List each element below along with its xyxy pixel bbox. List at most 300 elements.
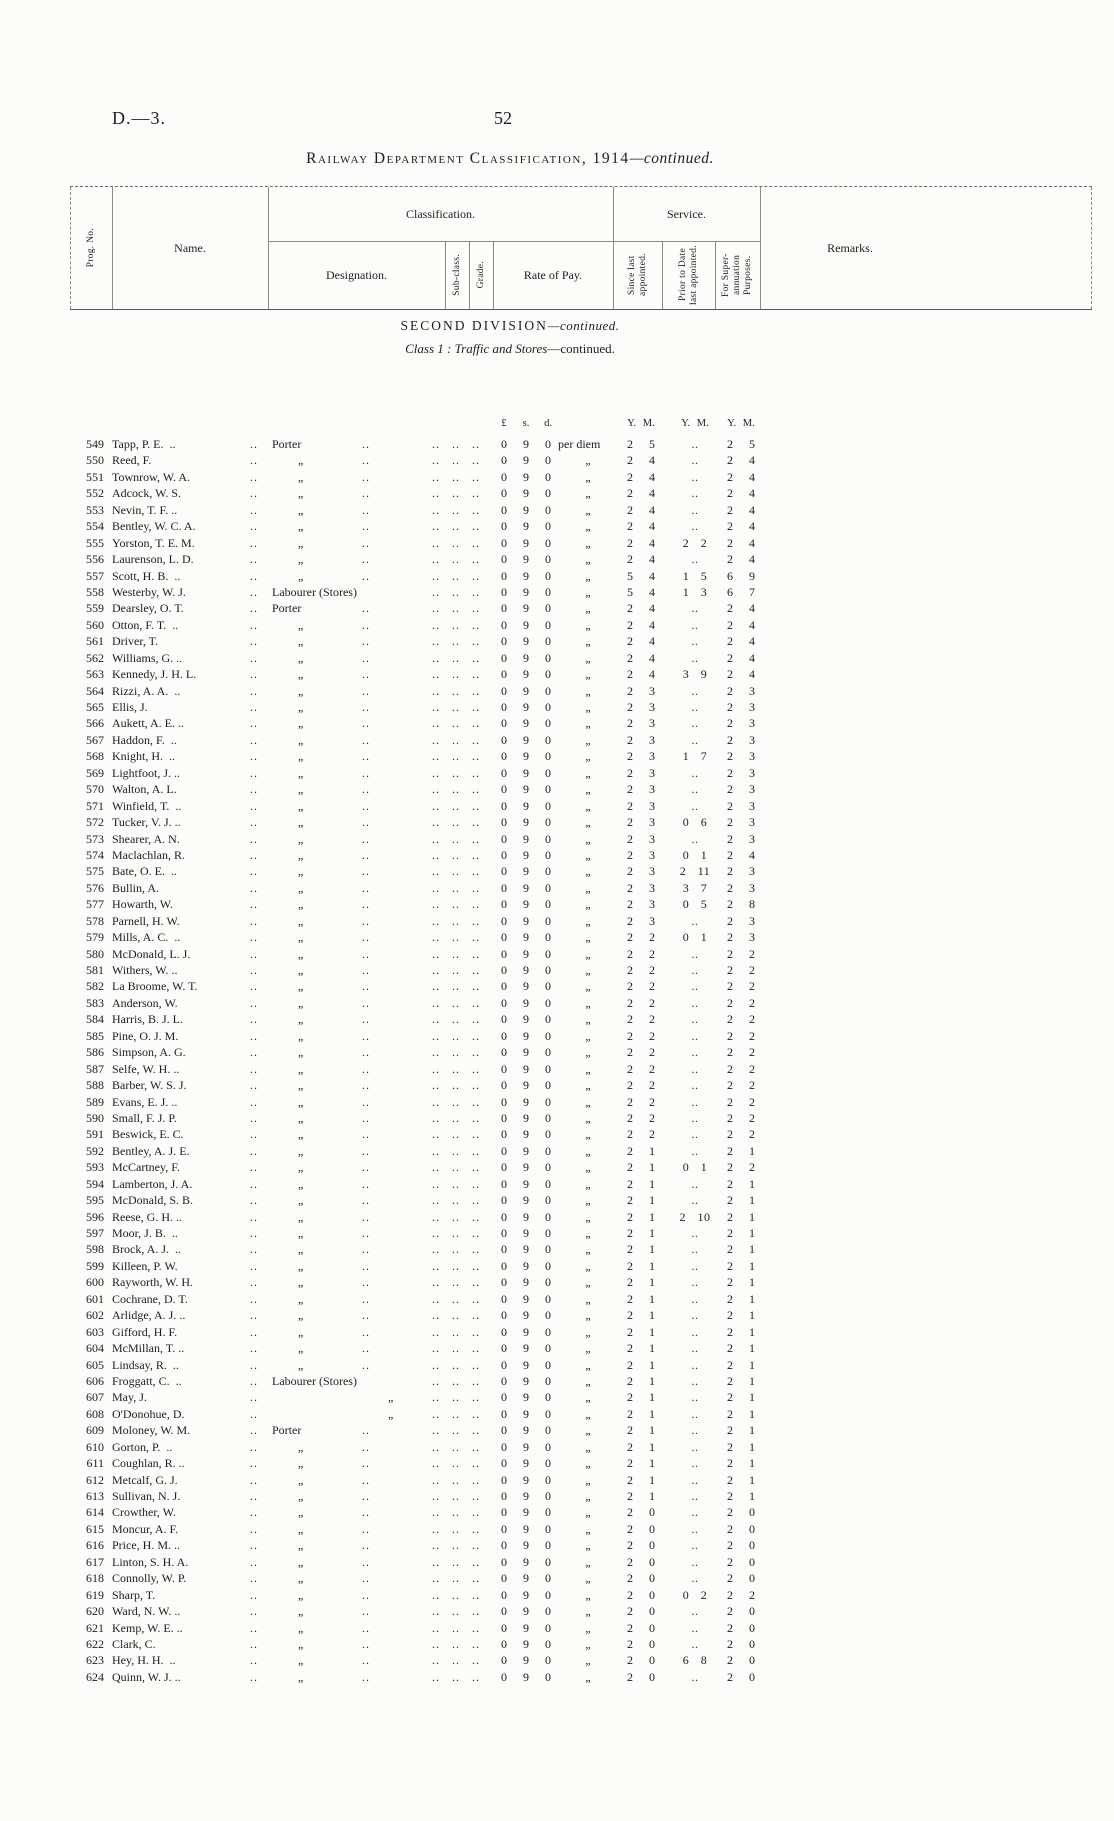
pay-pence: 0 (545, 716, 551, 731)
service-since-years: 2 (627, 1045, 633, 1060)
pay-pounds: 0 (501, 1242, 507, 1257)
service-since-years: 2 (627, 700, 633, 714)
leader-dots: .. (250, 634, 258, 649)
pay-shillings: 9 (523, 1028, 529, 1043)
reg-no: 553 (86, 502, 104, 517)
service-since-years: 2 (627, 1439, 633, 1454)
pay-pence: 0 (545, 634, 551, 649)
pay-shillings: 9 (523, 897, 529, 912)
service-prior: .. (691, 1521, 699, 1536)
designation: „ (298, 1258, 304, 1273)
leader-dots: .. (250, 1653, 258, 1668)
leader-dots: .. .. .. (432, 1160, 480, 1175)
pay-pence: 0 (545, 1604, 551, 1619)
leader-dots: .. (362, 1242, 370, 1257)
service-since-months: 0 (649, 1669, 655, 1684)
leader-dots: .. (250, 880, 258, 895)
pay-pence: 0 (545, 1489, 551, 1503)
service-super-years: 2 (727, 1538, 733, 1553)
leader-dots: .. (250, 1373, 258, 1388)
designation: „ (298, 1324, 304, 1339)
pay-unit: „ (585, 1521, 591, 1536)
table-row (0, 1636, 1114, 1652)
service-super-years: 2 (727, 1176, 733, 1191)
service-prior: .. (691, 1291, 699, 1306)
pay-shillings: 9 (523, 1489, 529, 1503)
leader-dots: .. (250, 963, 258, 977)
service-since-years: 2 (627, 1620, 633, 1635)
table-row (0, 1209, 1114, 1225)
pay-pounds: 0 (501, 1554, 507, 1569)
service-prior: 2 2 (682, 535, 708, 550)
pay-pounds: 0 (501, 617, 507, 632)
service-since-months: 4 (649, 552, 655, 567)
reg-no: 612 (86, 1472, 104, 1487)
service-super-months: 0 (749, 1604, 755, 1619)
designation: „ (298, 831, 304, 846)
leader-dots: .. .. .. (432, 1423, 480, 1438)
employee-name: Coughlan, R. .. (112, 1456, 185, 1471)
table-row (0, 995, 1114, 1011)
pay-pence: 0 (545, 1061, 551, 1076)
reg-no: 577 (86, 897, 104, 912)
service-super-years: 2 (727, 1341, 733, 1356)
reg-no: 567 (86, 732, 104, 747)
service-since-months: 3 (649, 749, 655, 764)
table-row (0, 798, 1114, 814)
service-since-months: 0 (649, 1521, 655, 1536)
pay-pounds: 0 (501, 946, 507, 961)
designation: „ (298, 634, 304, 649)
table-row (0, 1652, 1114, 1668)
service-super-months: 0 (749, 1554, 755, 1569)
service-since-months: 4 (649, 519, 655, 534)
reg-no: 599 (86, 1258, 104, 1273)
service-prior: .. (691, 1127, 699, 1142)
leader-dots: .. (362, 831, 370, 846)
employee-name: Kennedy, J. H. L. (112, 667, 197, 682)
service-since-years: 2 (627, 617, 633, 632)
service-since-years: 2 (627, 1636, 633, 1651)
service-since-years: 2 (627, 552, 633, 567)
reg-no: 617 (86, 1554, 104, 1569)
leader-dots: .. (250, 1604, 258, 1619)
reg-no: 584 (86, 1012, 104, 1027)
reg-no: 624 (86, 1669, 104, 1684)
leader-dots: .. (250, 995, 258, 1010)
pay-shillings: 9 (523, 683, 529, 698)
leader-dots: .. (362, 880, 370, 895)
pay-unit: „ (585, 946, 591, 961)
service-prior: 0 5 (682, 897, 708, 912)
service-super-years: 2 (727, 1258, 733, 1273)
service-prior: 2 10 (679, 1209, 711, 1224)
pay-unit: „ (585, 930, 591, 945)
employee-name: Ward, N. W. .. (112, 1604, 181, 1619)
designation: „ (298, 700, 304, 714)
pay-shillings: 9 (523, 880, 529, 895)
employee-name: Killeen, P. W. (112, 1258, 178, 1273)
pay-shillings: 9 (523, 1242, 529, 1257)
leader-dots: .. (362, 1341, 370, 1356)
service-super-years: 2 (727, 716, 733, 731)
leader-dots: .. (362, 1554, 370, 1569)
designation: „ (298, 864, 304, 879)
leader-dots: .. (250, 1489, 258, 1503)
table-row (0, 946, 1114, 962)
service-super-years: 2 (727, 617, 733, 632)
service-prior: 1 5 (682, 568, 708, 583)
service-super-years: 2 (727, 963, 733, 977)
pay-unit: „ (585, 469, 591, 484)
designation: „ (298, 1291, 304, 1306)
service-since-years: 2 (627, 864, 633, 879)
service-since-years: 2 (627, 979, 633, 994)
reg-no: 566 (86, 716, 104, 731)
pay-pence: 0 (545, 1143, 551, 1158)
employee-name: Gifford, H. F. (112, 1324, 178, 1339)
service-since-months: 2 (649, 930, 655, 945)
designation: „ (298, 1521, 304, 1536)
pay-shillings: 9 (523, 1521, 529, 1536)
leader-dots: .. (250, 1061, 258, 1076)
service-since-years: 2 (627, 1587, 633, 1602)
leader-dots: .. (250, 1193, 258, 1208)
service-since-months: 3 (649, 798, 655, 813)
pay-pounds: 0 (501, 1061, 507, 1076)
service-since-years: 2 (627, 963, 633, 977)
leader-dots: .. (250, 1406, 258, 1421)
leader-dots: .. (250, 469, 258, 484)
pay-pence: 0 (545, 1193, 551, 1208)
employee-name: Laurenson, L. D. (112, 552, 194, 567)
service-prior: .. (691, 1373, 699, 1388)
pay-shillings: 9 (523, 1406, 529, 1421)
service-super-months: 4 (749, 552, 755, 567)
leader-dots: .. .. .. (432, 765, 480, 780)
leader-dots: .. (362, 1505, 370, 1520)
leader-dots: .. .. .. (432, 864, 480, 879)
service-since-years: 2 (627, 831, 633, 846)
pay-unit: „ (585, 667, 591, 682)
pay-pounds: 0 (501, 897, 507, 912)
service-super-months: 2 (749, 1078, 755, 1093)
pay-pence: 0 (545, 798, 551, 813)
service-super-years: 2 (727, 601, 733, 616)
service-super-months: 3 (749, 765, 755, 780)
service-super-months: 4 (749, 502, 755, 517)
service-super-years: 2 (727, 880, 733, 895)
service-super-months: 8 (749, 897, 755, 912)
table-row (0, 1291, 1114, 1307)
service-since-years: 2 (627, 1176, 633, 1191)
pay-unit: „ (585, 1373, 591, 1388)
reg-no: 606 (86, 1373, 104, 1388)
employee-name: Barber, W. S. J. (112, 1078, 187, 1093)
leader-dots: .. (250, 1045, 258, 1060)
employee-name: Connolly, W. P. (112, 1571, 187, 1586)
leader-dots: .. (362, 552, 370, 567)
pay-pounds: 0 (501, 1094, 507, 1109)
pay-unit: „ (585, 1242, 591, 1257)
pay-shillings: 9 (523, 1127, 529, 1142)
service-since-months: 2 (649, 1110, 655, 1125)
reg-no: 592 (86, 1143, 104, 1158)
table-row (0, 847, 1114, 863)
pay-pounds: 0 (501, 1653, 507, 1668)
table-row (0, 584, 1114, 600)
service-since-years: 2 (627, 1028, 633, 1043)
pay-pounds: 0 (501, 1110, 507, 1125)
leader-dots: .. (250, 1669, 258, 1684)
table-row (0, 1241, 1114, 1257)
service-prior: .. (691, 716, 699, 731)
employee-name: Tapp, P. E. .. (112, 437, 176, 451)
table-row (0, 1406, 1114, 1422)
reg-no: 555 (86, 535, 104, 550)
service-since-years: 2 (627, 1078, 633, 1093)
reg-no: 609 (86, 1423, 104, 1438)
leader-dots: .. (250, 847, 258, 862)
table-row (0, 600, 1114, 616)
service-since-months: 1 (649, 1160, 655, 1175)
service-super-years: 2 (727, 1127, 733, 1142)
leader-dots: .. (250, 1291, 258, 1306)
designation: „ (298, 782, 304, 797)
reg-no: 570 (86, 782, 104, 797)
service-super-years: 2 (727, 1094, 733, 1109)
leader-dots: .. (250, 765, 258, 780)
leader-dots: .. .. .. (432, 1554, 480, 1569)
employee-name: Beswick, E. C. (112, 1127, 184, 1142)
designation: „ (298, 1045, 304, 1060)
employee-name: Moor, J. B. .. (112, 1226, 178, 1240)
document-reference: D.—3. (112, 108, 166, 128)
service-super-months: 4 (749, 634, 755, 649)
table-row (0, 617, 1114, 633)
service-prior: 0 1 (682, 847, 708, 862)
pay-pence: 0 (545, 946, 551, 961)
pay-pence: 0 (545, 601, 551, 616)
table-row (0, 1455, 1114, 1471)
pay-pence: 0 (545, 732, 551, 747)
pay-unit: „ (585, 700, 591, 714)
pay-shillings: 9 (523, 1110, 529, 1125)
pay-shillings: 9 (523, 946, 529, 961)
pay-shillings: 9 (523, 1143, 529, 1158)
service-since-years: 2 (627, 437, 633, 451)
pay-unit: „ (585, 716, 591, 731)
service-since-months: 3 (649, 864, 655, 879)
service-since-years: 2 (627, 716, 633, 731)
reg-no: 585 (86, 1028, 104, 1043)
pay-shillings: 9 (523, 864, 529, 879)
pay-pounds: 0 (501, 831, 507, 846)
pay-pence: 0 (545, 1045, 551, 1060)
pay-unit: „ (585, 847, 591, 862)
pay-shillings: 9 (523, 1390, 529, 1405)
pay-shillings: 9 (523, 765, 529, 780)
reg-no: 579 (86, 930, 104, 945)
reg-no: 563 (86, 667, 104, 682)
pay-pence: 0 (545, 1291, 551, 1306)
reg-no: 623 (86, 1653, 104, 1668)
designation: „ (298, 847, 304, 862)
table-row (0, 1028, 1114, 1044)
service-super-months: 1 (749, 1193, 755, 1208)
table-row (0, 633, 1114, 649)
pay-pounds: 0 (501, 1439, 507, 1454)
leader-dots: .. (250, 1275, 258, 1290)
designation: „ (298, 1505, 304, 1520)
service-since-months: 3 (649, 732, 655, 747)
service-prior: .. (691, 963, 699, 977)
service-prior: .. (691, 552, 699, 567)
service-since-years: 2 (627, 1505, 633, 1520)
service-super-months: 1 (749, 1291, 755, 1306)
employee-name: O'Donohue, D. (112, 1406, 185, 1421)
leader-dots: .. (250, 650, 258, 665)
pay-shillings: 9 (523, 1373, 529, 1388)
service-super-months: 3 (749, 831, 755, 846)
leader-dots: .. .. .. (432, 568, 480, 583)
pay-shillings: 9 (523, 1341, 529, 1356)
employee-name: Dearsley, O. T. (112, 601, 184, 616)
reg-no: 569 (86, 765, 104, 780)
pay-unit: „ (585, 1061, 591, 1076)
leader-dots: .. .. .. (432, 995, 480, 1010)
leader-dots: .. .. .. (432, 798, 480, 813)
designation: Porter (272, 1423, 302, 1438)
leader-dots: .. (362, 1258, 370, 1273)
service-since-years: 2 (627, 634, 633, 649)
service-since-years: 2 (627, 601, 633, 616)
employee-name: Winfield, T. .. (112, 798, 182, 813)
pay-shillings: 9 (523, 437, 529, 451)
reg-no: 588 (86, 1078, 104, 1093)
service-since-months: 4 (649, 617, 655, 632)
service-prior: .. (691, 913, 699, 928)
leader-dots: .. .. .. (432, 584, 480, 599)
pay-pounds: 0 (501, 650, 507, 665)
pay-pounds: 0 (501, 1505, 507, 1520)
pay-unit: „ (585, 749, 591, 764)
employee-name: Bentley, W. C. A. (112, 519, 196, 534)
reg-no: 622 (86, 1636, 104, 1651)
leader-dots: .. (362, 765, 370, 780)
leader-dots: .. .. .. (432, 1110, 480, 1125)
leader-dots: .. (250, 453, 258, 468)
table-row (0, 1587, 1114, 1603)
designation: „ (298, 1604, 304, 1619)
pay-unit: „ (585, 1472, 591, 1487)
leader-dots: .. (362, 1275, 370, 1290)
pay-pounds: 0 (501, 1423, 507, 1438)
pay-unit: „ (585, 584, 591, 599)
service-since-years: 2 (627, 732, 633, 747)
service-super-years: 2 (727, 1406, 733, 1421)
service-since-months: 2 (649, 1061, 655, 1076)
service-super-months: 1 (749, 1341, 755, 1356)
pay-pence: 0 (545, 1028, 551, 1043)
designation: „ (298, 732, 304, 747)
leader-dots: .. .. .. (432, 634, 480, 649)
employee-name: Moloney, W. M. (112, 1423, 191, 1438)
pay-shillings: 9 (523, 732, 529, 747)
designation: „ (298, 880, 304, 895)
service-super-years: 2 (727, 667, 733, 682)
service-since-years: 2 (627, 880, 633, 895)
pay-pounds: 0 (501, 1275, 507, 1290)
pay-shillings: 9 (523, 1505, 529, 1520)
col-header-rate-of-pay: Rate of Pay. (523, 267, 583, 282)
leader-dots: .. (362, 568, 370, 583)
service-super-months: 4 (749, 535, 755, 550)
pay-unit: „ (585, 1587, 591, 1602)
pay-unit: „ (585, 601, 591, 616)
leader-dots: .. .. .. (432, 1439, 480, 1454)
page-title-main: Railway Department Classification, 1914 (306, 150, 630, 167)
leader-dots: .. .. .. (432, 469, 480, 484)
leader-dots: .. (362, 1012, 370, 1027)
service-super-years: 2 (727, 1554, 733, 1569)
pay-unit: „ (585, 831, 591, 846)
leader-dots: .. .. .. (432, 1472, 480, 1487)
employee-name: Lamberton, J. A. (112, 1176, 193, 1191)
service-since-months: 0 (649, 1505, 655, 1520)
service-super-months: 2 (749, 995, 755, 1010)
reg-no: 568 (86, 749, 104, 764)
service-super-months: 1 (749, 1242, 755, 1257)
leader-dots: .. .. .. (432, 486, 480, 501)
table-row (0, 485, 1114, 501)
service-prior: 0 1 (682, 930, 708, 945)
pay-unit: „ (585, 1390, 591, 1405)
service-since-months: 2 (649, 963, 655, 977)
leader-dots: .. (362, 469, 370, 484)
reg-no: 561 (86, 634, 104, 649)
leader-dots: .. (362, 1571, 370, 1586)
page-title (0, 150, 1020, 168)
leader-dots: .. (362, 930, 370, 945)
leader-dots: .. .. .. (432, 1258, 480, 1273)
leader-dots: .. (362, 946, 370, 961)
leader-dots: .. (250, 1571, 258, 1586)
pay-pounds: 0 (501, 847, 507, 862)
service-prior: .. (691, 700, 699, 714)
pay-pence: 0 (545, 552, 551, 567)
leader-dots: .. (250, 617, 258, 632)
service-prior: .. (691, 453, 699, 468)
service-prior: .. (691, 1571, 699, 1586)
leader-dots: .. .. .. (432, 1127, 480, 1142)
pay-unit: „ (585, 1489, 591, 1503)
employee-name: Westerby, W. J. (112, 584, 186, 599)
pay-pence: 0 (545, 782, 551, 797)
pay-shillings: 9 (523, 1045, 529, 1060)
reg-no: 605 (86, 1357, 104, 1372)
leader-dots: .. .. .. (432, 437, 480, 451)
reg-no: 572 (86, 815, 104, 830)
service-since-years: 2 (627, 1373, 633, 1388)
pay-shillings: 9 (523, 617, 529, 632)
designation: „ (298, 946, 304, 961)
pay-pounds: 0 (501, 502, 507, 517)
service-since-months: 2 (649, 979, 655, 994)
service-since-months: 3 (649, 913, 655, 928)
pay-unit: „ (585, 1571, 591, 1586)
service-since-months: 1 (649, 1472, 655, 1487)
